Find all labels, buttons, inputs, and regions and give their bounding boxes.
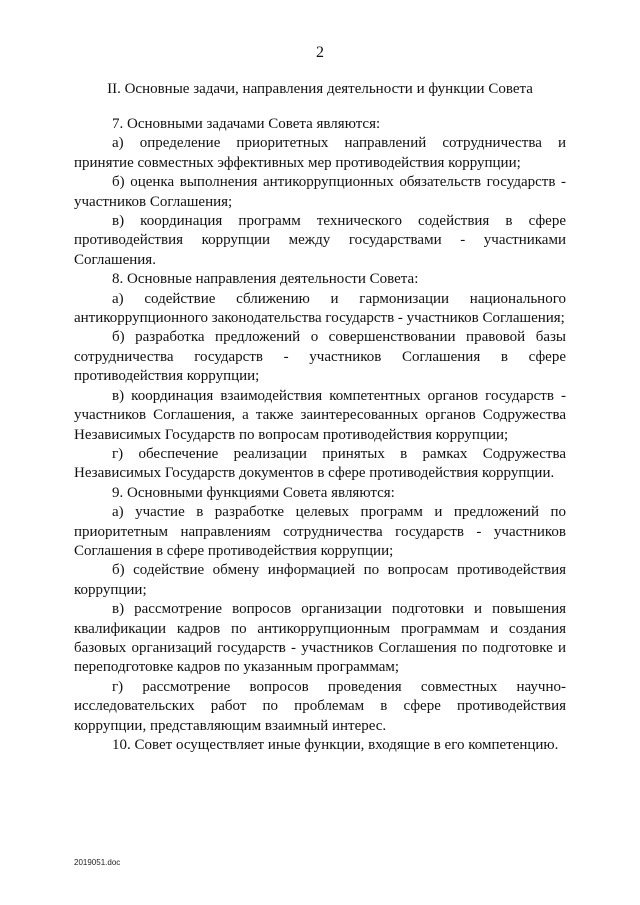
paragraph-7b: б) оценка выполнения антикоррупционных обязательств государств - участников Соглашения; [74,174,566,210]
paragraph-10: 10. Совет осуществляет иные функции, входящие в его компетенцию. [112,737,559,753]
paragraph-8a: а) содействие сближению и гармонизации национального антикоррупционного законодательства государств - участников Соглашения; [74,290,566,327]
paragraph-7a: а) определение приоритетных направлений сотрудничества и принятие совместных эффективных мер противодействия коррупции; [74,135,566,171]
paragraph-8c: в) координация взаимодействия компетентных органов государств - участников Соглашения, а также заинтересованных органов Содружества Независимых Государств по вопросам противодействия коррупции; [74,387,566,443]
section-heading: II. Основные задачи, направления деятельности и функции Совета [107,81,533,97]
paragraph-9-intro: 9. Основными функциями Совета являются: [112,484,395,501]
paragraph-9c: в) рассмотрение вопросов организации подготовки и повышения квалификации кадров по антикоррупционным программам и создания базовых организаций государств - участников Соглашения по подготовке и переподготовке кадров по указанным программам; [74,601,566,676]
paragraph-8-intro: 8. Основные направления деятельности Совета: [112,271,419,288]
paragraph-9b: б) содействие обмену информацией по вопросам противодействия коррупции; [74,562,566,598]
paragraph-7c: в) координация программ технического содействия в сфере противодействия коррупции между государствами - участниками Соглашения. [74,213,566,268]
document-file-code: 2019051.doc [74,858,121,867]
page-number: 2 [316,44,324,61]
paragraph-8d: г) обеспечение реализации принятых в рамках Содружества Независимых Государств документов в сфере противодействия коррупции. [74,445,566,482]
paragraph-9d: г) рассмотрение вопросов проведения совместных научно-исследовательских работ по проблемам в сфере противодействия коррупции, представляющим взаимный интерес. [74,678,566,734]
paragraph-8b: б) разработка предложений о совершенствовании правовой базы сотрудничества государств - участников Соглашения в сфере противодействия коррупции; [74,329,566,385]
paragraph-7-intro: 7. Основными задачами Совета являются: [112,116,381,132]
paragraph-9a: а) участие в разработке целевых программ и предложений по приоритетным направлениям сотрудничества государств - участников Соглашения в сфере противодействия коррупции; [74,504,566,559]
document-body [74,115,566,755]
